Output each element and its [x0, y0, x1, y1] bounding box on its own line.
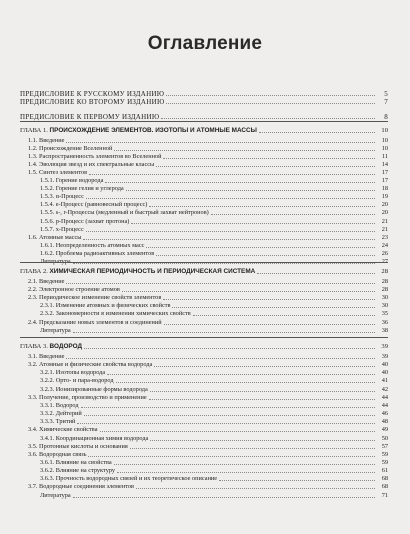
toc-entry	[20, 250, 388, 258]
section-number: 1.5.4.	[40, 201, 56, 209]
toc-entry	[20, 310, 388, 318]
preface-title: ПРЕДИСЛОВИЕ К ПЕРВОМУ ИЗДАНИЮ	[20, 113, 160, 121]
toc-entry	[20, 443, 388, 451]
dot-leader	[150, 391, 375, 392]
section-title: Дейтерий	[55, 410, 82, 418]
toc-entry-text	[20, 201, 147, 209]
toc-entry-text	[20, 410, 82, 418]
section-number: 1.5.5.	[40, 209, 56, 217]
section-title: Эволюция звезд и их спектральные классы	[39, 161, 155, 169]
page-number: 24	[381, 241, 388, 249]
page-number: 20	[381, 201, 388, 209]
toc-entry	[20, 234, 388, 242]
dot-leader	[131, 223, 375, 224]
preface-entry-text	[20, 113, 159, 121]
page-number: 36	[381, 318, 388, 326]
section-title: Неопределенность атомных масс	[55, 241, 145, 249]
page-number: 44	[381, 393, 388, 401]
toc-entry-text	[20, 218, 129, 226]
toc-entry	[20, 402, 388, 410]
toc-entry-text	[20, 302, 170, 310]
toc-entry-text	[20, 242, 144, 250]
section-number: 3.1.	[28, 353, 40, 360]
chapter-title: ПРОИСХОЖДЕНИЕ ЭЛЕМЕНТОВ. ИЗОТОПЫ И АТОМНЫЕ МАССЫ	[49, 127, 257, 134]
dot-leader	[122, 291, 375, 292]
dot-leader	[88, 456, 375, 457]
section-number: 1.6.	[28, 233, 40, 241]
chapter-title: ВОДОРОД	[49, 343, 83, 350]
dot-leader	[84, 348, 375, 349]
toc-entry-text	[20, 475, 217, 483]
section-number: 3.3.	[28, 393, 40, 401]
section-number: 1.5.2.	[40, 185, 56, 193]
section-title: Литература	[40, 491, 71, 499]
dot-leader	[86, 231, 375, 232]
toc-entry	[20, 242, 388, 250]
page-number: 59	[381, 450, 388, 458]
toc-entry-text	[20, 435, 148, 443]
dot-leader	[105, 182, 375, 183]
page-number: 23	[381, 233, 388, 241]
divider	[20, 337, 388, 338]
dot-leader	[156, 166, 375, 167]
toc-entry	[20, 177, 388, 185]
page-number: 10	[381, 127, 388, 134]
section-number: 3.5.	[28, 442, 40, 450]
page-number: 10	[381, 137, 388, 144]
section-number: 3.2.3.	[40, 385, 56, 393]
section-title: Периодическое изменение свойств элементов	[39, 294, 162, 302]
page-number: 68	[381, 475, 388, 483]
page-number: 40	[381, 369, 388, 377]
section-number: 3.4.1.	[40, 434, 56, 442]
toc-entry-text	[20, 161, 154, 169]
page-number: 30	[381, 302, 388, 310]
toc-entry	[20, 410, 388, 418]
toc-entry	[20, 435, 388, 443]
dot-leader	[172, 307, 375, 308]
dot-leader	[73, 332, 375, 333]
page-number: 42	[381, 385, 388, 393]
section-title: Изменение атомных и физических свойств	[55, 302, 171, 310]
chapter-prefix: ГЛАВА 2.	[20, 268, 50, 275]
page-number: 8	[384, 113, 388, 121]
section-title: Прочность водородных связей и их теоретическое описание	[55, 475, 218, 483]
dot-leader	[117, 472, 375, 473]
section-title: x-Процесс	[55, 225, 84, 233]
toc-entry-text	[20, 443, 128, 451]
toc-entry-text	[20, 426, 98, 434]
toc-entry-text	[20, 394, 147, 402]
page-number: 21	[381, 217, 388, 225]
toc-entry	[20, 145, 388, 153]
dot-leader	[193, 315, 375, 316]
toc-entry	[20, 153, 388, 161]
toc-entry-text	[20, 327, 71, 335]
toc-entry	[20, 218, 388, 226]
toc-entry-text	[20, 467, 115, 475]
toc-entry-text	[20, 153, 161, 161]
page-number: 21	[381, 225, 388, 233]
section-title: Распространенность элементов во Вселенной	[39, 153, 162, 161]
page-number: 50	[381, 434, 388, 442]
section-number: 3.2.2.	[40, 377, 56, 385]
divider	[20, 262, 388, 263]
toc-entry	[20, 169, 388, 177]
section-number: 3.6.3.	[40, 475, 56, 483]
section-number: 1.5.	[28, 169, 40, 177]
page-number: 19	[381, 193, 388, 201]
section-title: Литература	[40, 257, 71, 265]
toc-entry-text	[20, 353, 64, 361]
section-number: 3.6.	[28, 450, 40, 458]
page-number: 17	[381, 169, 388, 177]
toc-entry-text	[20, 177, 103, 185]
section-title: Введение	[39, 137, 65, 144]
page-number: 28	[381, 286, 388, 294]
toc-entry	[20, 209, 388, 217]
page-number: 39	[381, 343, 388, 350]
page-number: 14	[381, 161, 388, 169]
section-title: s-, r-Процессы (медленный и быстрый захват нейтронов)	[55, 209, 209, 217]
section-number: 1.6.1.	[40, 241, 56, 249]
dot-leader	[114, 464, 375, 465]
section-title: Ионизированные формы водорода	[55, 385, 148, 393]
toc-entry	[20, 226, 388, 234]
page-number: 11	[381, 153, 388, 161]
toc-entry-text	[20, 234, 81, 242]
page-number: 57	[381, 442, 388, 450]
section-title: Химические свойства	[39, 426, 98, 434]
toc-entry	[20, 319, 388, 327]
toc-entry	[20, 294, 388, 302]
chapter-heading	[20, 267, 388, 276]
section-number: 3.3.2.	[40, 410, 56, 418]
toc-entry-text	[20, 492, 71, 500]
page-number: 38	[381, 326, 388, 334]
toc-entry-text	[20, 386, 148, 394]
page-number: 7	[384, 98, 388, 106]
dot-leader	[77, 423, 375, 424]
section-title: Атомные массы	[39, 233, 82, 241]
toc-entry-text	[20, 145, 112, 153]
toc-entry	[20, 475, 388, 483]
page-number: 40	[381, 361, 388, 369]
section-number: 1.5.3.	[40, 193, 56, 201]
divider	[20, 121, 388, 122]
section-number: 1.2.	[28, 145, 40, 153]
section-number: 1.5.6.	[40, 217, 56, 225]
section-number: 3.2.1.	[40, 369, 56, 377]
dot-leader	[163, 158, 375, 159]
dot-leader	[83, 239, 375, 240]
section-title: Происхождение Вселенной	[39, 145, 113, 153]
toc-entry	[20, 426, 388, 434]
preface-title: ПРЕДИСЛОВИЕ КО ВТОРОМУ ИЗДАНИЮ	[20, 98, 165, 106]
dot-leader	[164, 324, 375, 325]
section-number: 2.1.	[28, 278, 40, 285]
toc-entry-text	[20, 286, 120, 294]
section-title: Водородная связь	[39, 450, 87, 458]
toc-entry-text	[20, 319, 162, 327]
section-title: α-Процесс	[55, 193, 84, 201]
page-number: 30	[381, 294, 388, 302]
toc-entry	[20, 451, 388, 459]
page-number: 27	[381, 257, 388, 265]
toc-entry-text	[20, 377, 114, 385]
toc-entry	[20, 327, 388, 335]
page-number: 17	[381, 177, 388, 185]
page-number: 46	[381, 410, 388, 418]
dot-leader	[166, 103, 375, 104]
toc-entry	[20, 459, 388, 467]
section-number: 2.2.	[28, 286, 40, 294]
section-title: Координационная химия водорода	[55, 434, 149, 442]
preface-entry	[20, 112, 388, 121]
chapter-heading	[20, 126, 388, 135]
section-number: 1.3.	[28, 153, 40, 161]
toc-entry-text	[20, 459, 112, 467]
section-number: 1.5.7.	[40, 225, 56, 233]
section-title: Получение, производство и применение	[39, 393, 147, 401]
toc-entry	[20, 467, 388, 475]
section-title: Электронное строение атомов	[39, 286, 120, 294]
dot-leader	[166, 95, 375, 96]
dot-leader	[149, 206, 375, 207]
section-title: Орто- и пара-водород	[55, 377, 114, 385]
toc-entry-text	[20, 250, 154, 258]
dot-leader	[219, 480, 375, 481]
page-number: 5	[384, 90, 388, 98]
dot-leader	[86, 198, 375, 199]
chapter-heading	[20, 342, 388, 351]
chapter-heading-text	[20, 343, 82, 351]
section-number: 3.3.3.	[40, 418, 56, 426]
dot-leader	[126, 190, 375, 191]
toc-entry-text	[20, 209, 209, 217]
dot-leader	[89, 174, 375, 175]
toc-entry-text	[20, 310, 191, 318]
dot-leader	[146, 247, 375, 248]
dot-leader	[107, 374, 375, 375]
section-title: Синтез элементов	[39, 169, 88, 177]
section-number: 2.3.1.	[40, 302, 56, 310]
toc-entry-text	[20, 169, 87, 177]
dot-leader	[100, 431, 376, 432]
dot-leader	[114, 150, 375, 151]
page-number: 61	[381, 467, 388, 475]
section-number: 3.7.	[28, 483, 40, 491]
toc-entry-text	[20, 483, 134, 491]
toc-entry	[20, 361, 388, 369]
section-title: Водородные соединения элементов	[39, 483, 134, 491]
page-number: 39	[381, 353, 388, 360]
section-number: 2.4.	[28, 318, 40, 326]
dot-leader	[259, 132, 375, 133]
section-number: 3.6.2.	[40, 467, 56, 475]
page-number: 20	[381, 209, 388, 217]
page-number: 71	[381, 491, 388, 499]
toc-entry	[20, 386, 388, 394]
dot-leader	[154, 366, 375, 367]
dot-leader	[136, 488, 375, 489]
section-title: Горение водорода	[55, 177, 104, 185]
toc-entry-text	[20, 193, 84, 201]
page-number: 49	[381, 426, 388, 434]
dot-leader	[150, 440, 375, 441]
chapter-prefix: ГЛАВА 3.	[20, 343, 50, 350]
section-title: Горение гелия и углерода	[55, 185, 124, 193]
section-title: Влияние на структуру	[55, 467, 116, 475]
section-number: 3.3.1.	[40, 401, 56, 409]
page-number: 68	[381, 483, 388, 491]
dot-leader	[84, 415, 375, 416]
dot-leader	[149, 399, 375, 400]
section-title: Тритий	[55, 418, 76, 426]
toc-entry-text	[20, 451, 86, 459]
toc-entry	[20, 278, 388, 286]
section-title: Атомные и физические свойства водорода	[39, 361, 153, 369]
chapter-heading-text	[20, 127, 257, 135]
toc-entry	[20, 492, 388, 500]
page-number: 18	[381, 185, 388, 193]
section-number: 3.4.	[28, 426, 40, 434]
toc-entry-text	[20, 369, 105, 377]
section-title: Протонные кислоты и основания	[39, 442, 128, 450]
chapter-heading-text	[20, 268, 255, 276]
toc-entry	[20, 201, 388, 209]
toc-entry-text	[20, 361, 152, 369]
page-number: 59	[381, 458, 388, 466]
section-number: 2.3.	[28, 294, 40, 302]
section-number: 1.4.	[28, 161, 40, 169]
dot-leader	[73, 497, 375, 498]
section-title: Проблема радиоактивных элементов	[55, 249, 155, 257]
toc-entry	[20, 377, 388, 385]
page-number: 35	[381, 310, 388, 318]
toc-entry	[20, 302, 388, 310]
page-number: 28	[381, 268, 388, 275]
toc-entry	[20, 418, 388, 426]
toc-entry	[20, 286, 388, 294]
preface-title: ПРЕДИСЛОВИЕ К РУССКОМУ ИЗДАНИЮ	[20, 90, 165, 98]
toc-entry-text	[20, 185, 124, 193]
toc-entry-text	[20, 278, 64, 286]
page-number: 44	[381, 401, 388, 409]
section-title: Литература	[40, 326, 71, 334]
dot-leader	[66, 358, 375, 359]
toc-entry	[20, 353, 388, 361]
dot-leader	[156, 255, 375, 256]
toc-entry-text	[20, 402, 79, 410]
dot-leader	[211, 214, 375, 215]
toc-entry	[20, 193, 388, 201]
toc-entry	[20, 161, 388, 169]
section-title: p-Процесс (захват протона)	[55, 217, 130, 225]
chapter-title: ХИМИЧЕСКАЯ ПЕРИОДИЧНОСТЬ И ПЕРИОДИЧЕСКАЯ СИСТЕМА	[49, 268, 256, 275]
page-number: 41	[381, 377, 388, 385]
toc-entry	[20, 369, 388, 377]
page-number: 28	[381, 278, 388, 285]
dot-leader	[163, 299, 375, 300]
chapter-prefix: ГЛАВА 1.	[20, 127, 50, 134]
section-number: 1.5.1.	[40, 177, 56, 185]
section-number: 3.6.1.	[40, 458, 56, 466]
toc-entry-text	[20, 226, 84, 234]
dot-leader	[130, 448, 375, 449]
section-title: Введение	[39, 278, 65, 285]
toc-entry-text	[20, 294, 161, 302]
section-title: Закономерности в изменении химических свойств	[55, 310, 191, 318]
section-title: Предсказание новых элементов и соединений	[39, 318, 162, 326]
section-title: Водород	[55, 401, 79, 409]
section-number: 1.1.	[28, 137, 40, 144]
toc-entry-text	[20, 418, 75, 426]
dot-leader	[66, 283, 375, 284]
dot-leader	[81, 407, 375, 408]
page-title: Оглавление	[147, 33, 263, 54]
toc-entry	[20, 483, 388, 491]
section-number: 3.2.	[28, 361, 40, 369]
section-title: Введение	[39, 353, 65, 360]
preface-entry	[20, 97, 388, 106]
section-number: 1.6.2.	[40, 249, 56, 257]
dot-leader	[257, 273, 375, 274]
toc-entry	[20, 137, 388, 145]
section-title: Изотопы водорода	[55, 369, 106, 377]
section-number: 2.3.2.	[40, 310, 56, 318]
section-title: Влияние на свойства	[55, 458, 112, 466]
toc-entry	[20, 185, 388, 193]
preface-entry-text	[20, 98, 164, 106]
toc-entry	[20, 394, 388, 402]
section-title: е-Процесс (равновесный процесс)	[55, 201, 148, 209]
dot-leader	[66, 142, 375, 143]
dot-leader	[161, 118, 375, 119]
page-number: 10	[381, 145, 388, 153]
dot-leader	[116, 382, 375, 383]
toc-entry-text	[20, 137, 64, 145]
page-number: 26	[381, 249, 388, 257]
page-number: 48	[381, 418, 388, 426]
